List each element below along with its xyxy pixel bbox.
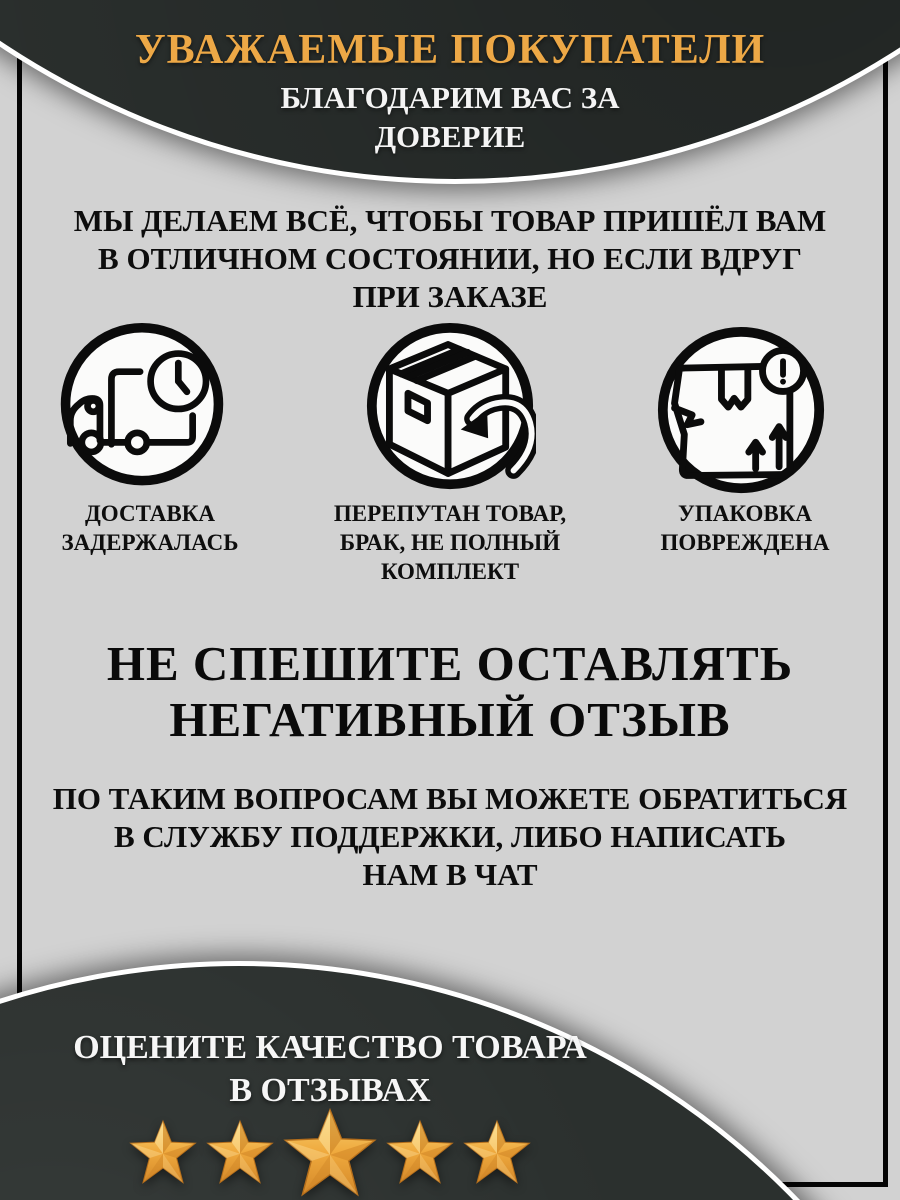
box-return-arrow-icon — [364, 322, 536, 494]
intro-text: МЫ ДЕЛАЕМ ВСЁ, ЧТОБЫ ТОВАР ПРИШЁЛ ВАМ В ОТЛИЧНОМ СОСТОЯНИИ, НО ЕСЛИ ВДРУГ ПРИ ЗАКАЗЕ — [73, 203, 827, 314]
issue-label-delivery: ДОСТАВКА ЗАДЕРЖАЛАСЬ — [61, 501, 239, 555]
damaged-package-icon — [655, 325, 827, 497]
page-title: УВАЖАЕМЫЕ ПОКУПАТЕЛИ — [134, 27, 766, 73]
header-subtitle: БЛАГОДАРИМ ВАС ЗА ДОВЕРИЕ — [280, 80, 620, 154]
star-icon — [129, 1119, 197, 1185]
star-icon — [463, 1119, 531, 1185]
delivery-truck-clock-icon — [56, 322, 228, 494]
star-icon — [386, 1119, 454, 1185]
issue-label-wrong-item: ПЕРЕПУТАН ТОВАР, БРАК, НЕ ПОЛНЫЙ КОМПЛЕКТ — [333, 501, 567, 584]
star-icon — [283, 1107, 377, 1198]
warning-body: ПО ТАКИМ ВОПРОСАМ ВЫ МОЖЕТЕ ОБРАТИТЬСЯ В СЛУЖБУ ПОДДЕРЖКИ, ЛИБО НАПИСАТЬ НАМ В ЧАТ — [52, 781, 848, 892]
rating-stars — [5, 1104, 655, 1200]
issue-label-packaging: УПАКОВКА ПОВРЕЖДЕНА — [660, 501, 830, 555]
warning-heading: НЕ СПЕШИТЕ ОСТАВЛЯТЬ НЕГАТИВНЫЙ ОТЗЫВ — [106, 636, 794, 747]
footer-text: ОЦЕНИТЕ КАЧЕСТВО ТОВАРА В ОТЗЫВАХ — [73, 1029, 587, 1109]
star-icon — [206, 1119, 274, 1185]
